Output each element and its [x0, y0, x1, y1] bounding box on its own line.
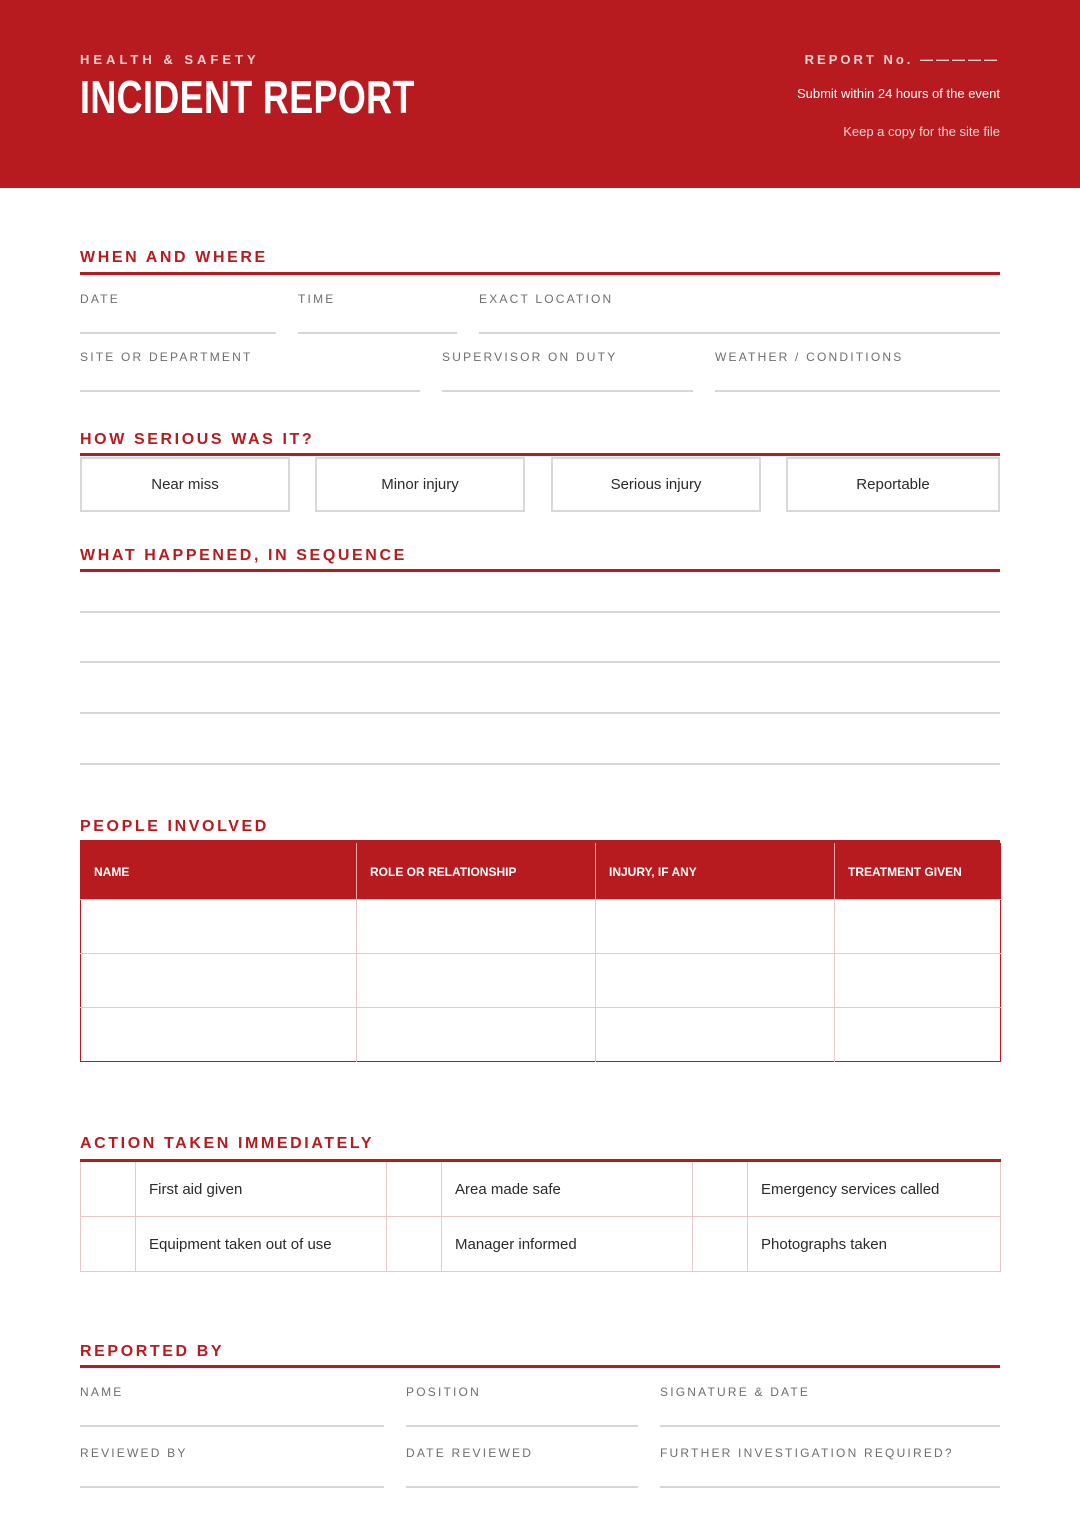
table-cell[interactable] [835, 954, 1001, 1008]
writing-line[interactable] [80, 712, 1000, 714]
section-title-reported-by: REPORTED BY [80, 1343, 225, 1360]
checklist-row [81, 1161, 1001, 1217]
checkbox-label-manager-informed: Manager informed [442, 1217, 693, 1272]
table-row [81, 900, 1001, 954]
site-field[interactable] [80, 350, 420, 392]
severity-option-reportable[interactable]: Reportable [786, 457, 1000, 512]
section-rule [80, 1365, 1000, 1368]
section-rule [80, 272, 1000, 275]
supervisor-label: SUPERVISOR ON DUTY [442, 350, 618, 364]
table-cell[interactable] [835, 1008, 1001, 1062]
checkbox-label-first-aid: First aid given [136, 1161, 387, 1217]
date-field[interactable] [80, 292, 276, 334]
column-header-injury: INJURY, IF ANY [596, 844, 835, 900]
reporter-name-label: NAME [80, 1385, 124, 1399]
table-cell[interactable] [81, 900, 357, 954]
location-field[interactable] [479, 292, 1000, 334]
section-rule [80, 453, 1000, 456]
table-cell[interactable] [835, 900, 1001, 954]
signature-date-label: SIGNATURE & DATE [660, 1385, 811, 1399]
table-cell[interactable] [357, 1008, 596, 1062]
writing-line[interactable] [80, 611, 1000, 613]
column-header-role: ROLE OR RELATIONSHIP [357, 844, 596, 900]
checkbox-label-emergency-services: Emergency services called [748, 1161, 1001, 1217]
checkbox-equipment-out-of-use[interactable] [81, 1217, 136, 1272]
checkbox-label-area-safe: Area made safe [442, 1161, 693, 1217]
supervisor-field[interactable] [442, 350, 693, 392]
checkbox-emergency-services[interactable] [693, 1161, 748, 1217]
checkbox-label-photographs-taken: Photographs taken [748, 1217, 1001, 1272]
checkbox-label-equipment-out-of-use: Equipment taken out of use [136, 1217, 387, 1272]
date-reviewed-label: DATE REVIEWED [406, 1446, 534, 1460]
section-title-sequence: WHAT HAPPENED, IN SEQUENCE [80, 547, 407, 564]
table-cell[interactable] [596, 900, 835, 954]
reviewed-by-label: REVIEWED BY [80, 1446, 188, 1460]
weather-label: WEATHER / CONDITIONS [715, 350, 904, 364]
actions-checklist [80, 1159, 1001, 1272]
copy-note: Keep a copy for the site file [843, 124, 1000, 139]
signature-date-field[interactable] [660, 1385, 1000, 1427]
section-title-when-where: WHEN AND WHERE [80, 249, 268, 266]
section-title-people: PEOPLE INVOLVED [80, 818, 269, 835]
page-title: INCIDENT REPORT [80, 71, 415, 123]
column-header-name: NAME [81, 844, 357, 900]
submission-note: Submit within 24 hours of the event [796, 86, 1000, 101]
position-field[interactable] [406, 1385, 638, 1427]
checkbox-first-aid[interactable] [81, 1161, 136, 1217]
severity-option-near-miss[interactable]: Near miss [80, 457, 290, 512]
section-title-actions: ACTION TAKEN IMMEDIATELY [80, 1135, 375, 1152]
section-rule [80, 569, 1000, 572]
people-table [80, 843, 1001, 1062]
table-cell[interactable] [81, 954, 357, 1008]
writing-line[interactable] [80, 661, 1000, 663]
time-label: TIME [298, 292, 336, 306]
table-row [81, 954, 1001, 1008]
checklist-row [81, 1217, 1001, 1272]
checkbox-manager-informed[interactable] [387, 1217, 442, 1272]
table-cell[interactable] [357, 900, 596, 954]
location-label: EXACT LOCATION [479, 292, 614, 306]
weather-field[interactable] [715, 350, 1000, 392]
date-reviewed-field[interactable] [406, 1446, 638, 1488]
report-number: REPORT No. ————— [804, 52, 1000, 67]
report-header [0, 0, 1080, 188]
checkbox-photographs-taken[interactable] [693, 1217, 748, 1272]
table-cell[interactable] [596, 954, 835, 1008]
table-cell[interactable] [81, 1008, 357, 1062]
table-row [81, 1008, 1001, 1062]
table-cell[interactable] [357, 954, 596, 1008]
further-investigation-label: FURTHER INVESTIGATION REQUIRED? [660, 1446, 954, 1460]
reviewed-by-field[interactable] [80, 1446, 384, 1488]
position-label: POSITION [406, 1385, 481, 1399]
reporter-name-field[interactable] [80, 1385, 384, 1427]
checkbox-area-safe[interactable] [387, 1161, 442, 1217]
table-cell[interactable] [596, 1008, 835, 1062]
site-label: SITE OR DEPARTMENT [80, 350, 253, 364]
table-header-row [81, 844, 1001, 900]
column-header-treatment: TREATMENT GIVEN [835, 844, 1001, 900]
severity-option-minor-injury[interactable]: Minor injury [315, 457, 525, 512]
further-investigation-field[interactable] [660, 1446, 1000, 1488]
writing-line[interactable] [80, 763, 1000, 765]
header-kicker: HEALTH & SAFETY [80, 52, 260, 67]
time-field[interactable] [298, 292, 457, 334]
section-title-severity: HOW SERIOUS WAS IT? [80, 431, 315, 448]
severity-option-serious-injury[interactable]: Serious injury [551, 457, 761, 512]
date-label: DATE [80, 292, 120, 306]
